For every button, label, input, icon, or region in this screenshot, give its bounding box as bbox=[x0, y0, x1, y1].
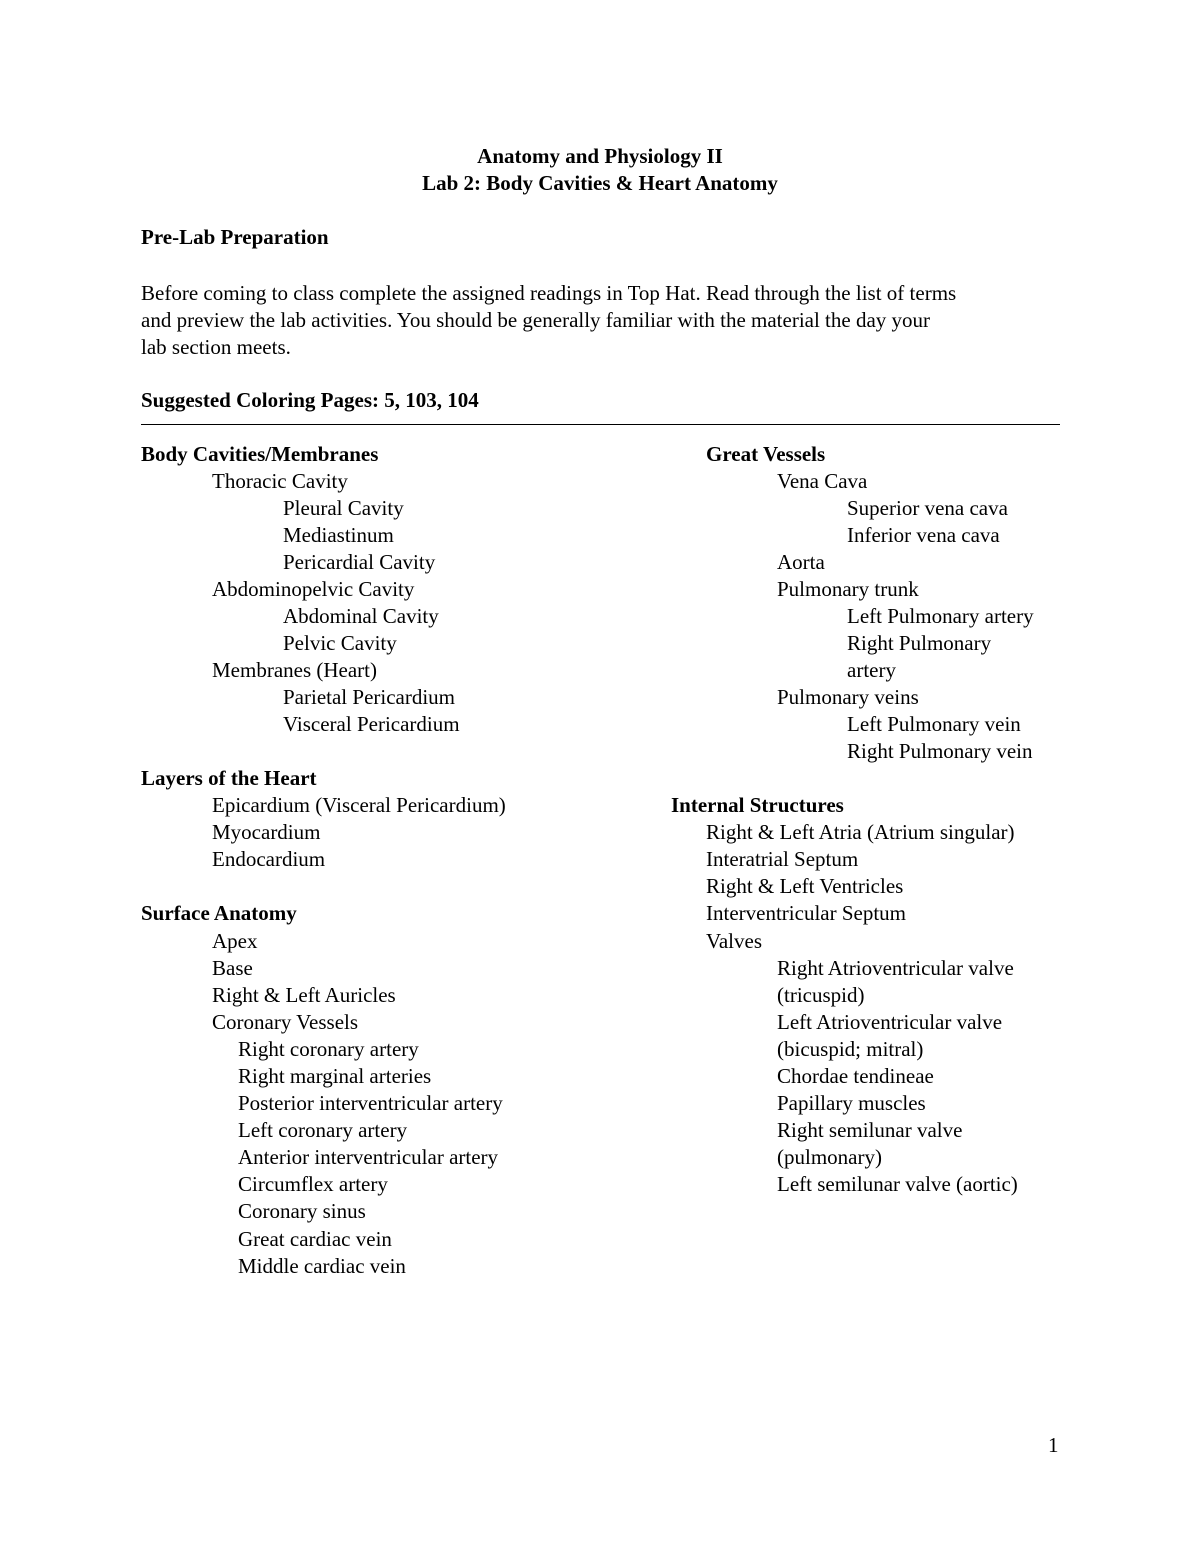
term-item: Endocardium bbox=[212, 847, 326, 871]
term-item: Left coronary artery bbox=[238, 1118, 408, 1142]
great-vessels-heading: Great Vessels bbox=[706, 442, 826, 466]
prelab-line: Before coming to class complete the assigned readings in Top Hat. Read through the list of terms bbox=[141, 281, 957, 305]
term-item: Epicardium (Visceral Pericardium) bbox=[212, 793, 506, 817]
term-item: Pulmonary trunk bbox=[777, 577, 919, 601]
term-item: Abdominal Cavity bbox=[283, 604, 439, 628]
term-item: (bicuspid; mitral) bbox=[777, 1037, 924, 1061]
term-item: Interatrial Septum bbox=[706, 847, 859, 871]
prelab-heading: Pre-Lab Preparation bbox=[141, 225, 329, 249]
prelab-line: lab section meets. bbox=[141, 335, 291, 359]
term-item: Valves bbox=[706, 929, 762, 953]
coloring-pages-heading: Suggested Coloring Pages: 5, 103, 104 bbox=[141, 388, 479, 412]
term-item: Mediastinum bbox=[283, 523, 394, 547]
term-item: Right Atrioventricular valve bbox=[777, 956, 1014, 980]
course-title: Anatomy and Physiology II bbox=[477, 144, 723, 168]
surface-anatomy-heading: Surface Anatomy bbox=[141, 901, 297, 925]
term-item: (tricuspid) bbox=[777, 983, 865, 1007]
term-item: Pelvic Cavity bbox=[283, 631, 397, 655]
body-cavities-heading: Body Cavities/Membranes bbox=[141, 442, 379, 466]
term-item: Membranes (Heart) bbox=[212, 658, 378, 682]
term-item: Middle cardiac vein bbox=[238, 1254, 406, 1278]
term-item: Anterior interventricular artery bbox=[238, 1145, 499, 1169]
term-item: Myocardium bbox=[212, 820, 321, 844]
term-item: Right Pulmonary bbox=[847, 631, 992, 655]
term-item: Vena Cava bbox=[777, 469, 868, 493]
term-item: Circumflex artery bbox=[238, 1172, 388, 1196]
term-item: Superior vena cava bbox=[847, 496, 1008, 520]
term-item: Left Pulmonary vein bbox=[847, 712, 1021, 736]
term-item: Right semilunar valve bbox=[777, 1118, 963, 1142]
prelab-line: and preview the lab activities. You should be generally familiar with the material the day your bbox=[141, 308, 931, 332]
term-item: Right Pulmonary vein bbox=[847, 739, 1033, 763]
term-item: artery bbox=[847, 658, 896, 682]
term-item: Coronary Vessels bbox=[212, 1010, 359, 1034]
term-item: Right & Left Auricles bbox=[212, 983, 396, 1007]
term-item: Apex bbox=[212, 929, 258, 953]
term-item: Pleural Cavity bbox=[283, 496, 404, 520]
term-item: Right & Left Ventricles bbox=[706, 874, 904, 898]
term-item: Base bbox=[212, 956, 253, 980]
term-item: Interventricular Septum bbox=[706, 901, 907, 925]
term-item: Thoracic Cavity bbox=[212, 469, 348, 493]
term-item: (pulmonary) bbox=[777, 1145, 882, 1169]
horizontal-divider bbox=[141, 424, 1060, 425]
term-item: Left Atrioventricular valve bbox=[777, 1010, 1003, 1034]
term-item: Abdominopelvic Cavity bbox=[212, 577, 415, 601]
layers-heading: Layers of the Heart bbox=[141, 766, 317, 790]
term-item: Posterior interventricular artery bbox=[238, 1091, 503, 1115]
term-item: Left Pulmonary artery bbox=[847, 604, 1034, 628]
term-item: Right & Left Atria (Atrium singular) bbox=[706, 820, 1015, 844]
term-item: Aorta bbox=[777, 550, 825, 574]
term-item: Inferior vena cava bbox=[847, 523, 1000, 547]
term-item: Coronary sinus bbox=[238, 1199, 366, 1223]
term-item: Pulmonary veins bbox=[777, 685, 919, 709]
term-item: Parietal Pericardium bbox=[283, 685, 456, 709]
term-item: Pericardial Cavity bbox=[283, 550, 436, 574]
term-item: Papillary muscles bbox=[777, 1091, 926, 1115]
internal-structures-heading: Internal Structures bbox=[671, 793, 844, 817]
term-item: Right coronary artery bbox=[238, 1037, 419, 1061]
term-item: Great cardiac vein bbox=[238, 1227, 392, 1251]
term-item: Chordae tendineae bbox=[777, 1064, 934, 1088]
term-item: Right marginal arteries bbox=[238, 1064, 432, 1088]
term-item: Visceral Pericardium bbox=[283, 712, 460, 736]
prelab-paragraph bbox=[141, 280, 1066, 361]
term-item: Left semilunar valve (aortic) bbox=[777, 1172, 1018, 1196]
page-number: 1 bbox=[1048, 1433, 1059, 1457]
lab-title: Lab 2: Body Cavities & Heart Anatomy bbox=[422, 171, 778, 195]
